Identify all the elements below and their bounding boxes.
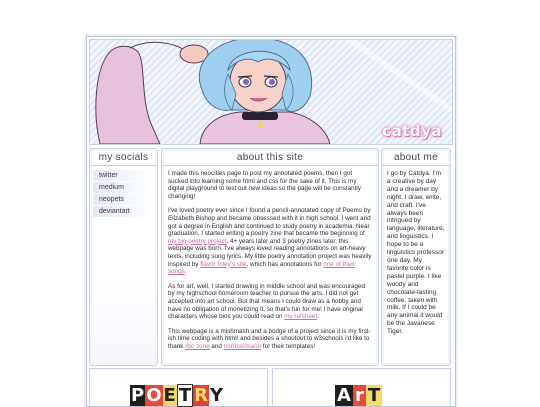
about-me-text: I go by Catdya. I'm a creative by day and a dreamer by night. I draw, write, and craft. I've always been intrigued by language, literature, and linguistics. I hope to be a linguistics professor one day. My favorite color is pastel purple. I like woody and chocolate-tasting coffee, taken with milk. If I could be any animal it would be the Javanese Tiger. [387, 170, 445, 336]
about-site-panel [161, 148, 379, 366]
social-link-twitter[interactable]: twitter [93, 170, 154, 181]
intro-paragraph: I made this neocities page to post my annotated poems, then I got sucked into learning some html and css for the sake of it. This is my digital playground to test out new ideas so the page will be constantly changing! [168, 170, 361, 200]
credits-text-and: and [209, 342, 224, 350]
socials-panel [89, 148, 158, 366]
about-me-panel [381, 148, 451, 366]
social-link-neopets[interactable]: neopets [93, 194, 154, 205]
art-paragraph [168, 283, 372, 321]
poetry-collage-art: P O E T R Y [131, 385, 224, 406]
poetry-section-preview[interactable] [89, 368, 268, 406]
art-text-2: . [317, 313, 319, 321]
art-section-preview[interactable] [272, 368, 451, 406]
poetry-text-1: I've loved poetry ever since I found a pencil-annotated copy of Poems by Elizabeth Bishop and became obsessed with it in high school. I went and got a degree in English and continued to study poetry in academia. Near graduation, I started writing a poetry zine that became the beginning of [168, 207, 371, 238]
credits-text-1: This webpage is a mishmash and a bodge of a project since it is my first-ish time coding with html! and besides a shoutout to w3schools i'd like to thank [168, 327, 371, 350]
about-site-body [162, 166, 378, 350]
about-site-title: about this site [162, 149, 378, 166]
poetry-text-2: . 4+ years later and 3 poetry zines later, this webpage was born. I've always loved reading annotations on art-heavy texts, including song lyrics. My little poetry annotation project was heavily inspired by [168, 237, 372, 268]
songs-link[interactable]: one of their songs [168, 260, 355, 276]
socials-list [90, 170, 157, 217]
art-text-1: As for art, well. I started drawing in middle school and was encouraged by my highschool homeroom teacher to pursue the arts. I did not get accepted into art school. But that means I could draw as a hobby and have no obligation of monetizing it, so that's fun for me! I have original characters whose bios you could read on [168, 282, 366, 321]
poetry-text-3: , which has annotations for [246, 260, 324, 268]
flavor-foley-link[interactable]: flavor foley's site [200, 260, 247, 268]
poetry-paragraph [168, 207, 372, 275]
rbo-zone-link[interactable]: rbo zone [185, 342, 210, 350]
poetry-project-link[interactable]: my big poetry project [168, 237, 227, 245]
site-title: catdya [382, 122, 442, 140]
art-collage-art: A r T [337, 385, 381, 406]
social-link-deviantart[interactable]: deviantart [93, 206, 154, 217]
credits-text-2: for their templates! [261, 342, 316, 350]
socials-title: my socials [90, 149, 157, 166]
refsheet-link[interactable]: my refsheet [284, 313, 318, 321]
nornnormann-link[interactable]: nornnormann [223, 342, 262, 350]
social-link-medium[interactable]: medium [93, 182, 154, 193]
poetry-text-4: . [184, 268, 187, 276]
header-banner [89, 39, 453, 145]
credits-paragraph [168, 328, 372, 351]
about-me-title: about me [382, 149, 450, 166]
